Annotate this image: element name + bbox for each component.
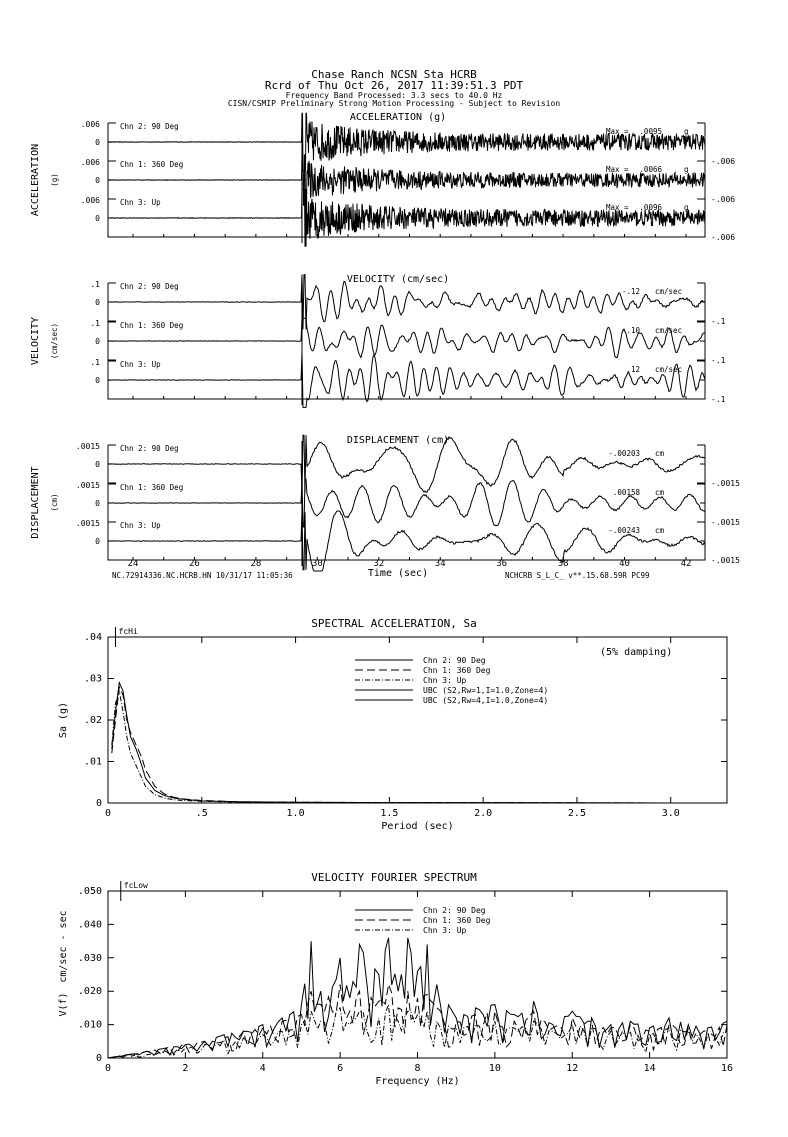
- max-unit: cm: [655, 526, 665, 535]
- max-prefix: Max =: [606, 165, 629, 174]
- y-tick-label: .030: [77, 952, 102, 964]
- waveform-trace: [108, 479, 705, 527]
- tick-label-top: .0015: [75, 519, 100, 528]
- x-axis-label: Period (sec): [381, 821, 454, 832]
- y-tick-label: .020: [77, 986, 102, 998]
- x-axis-label: Frequency (Hz): [375, 1076, 460, 1087]
- x-tick-label: 1.0: [286, 808, 305, 819]
- waveform-trace: [108, 155, 705, 205]
- max-value: .0066: [639, 165, 662, 174]
- tick-label-top: .006: [80, 196, 100, 205]
- time-tick-label: 40: [619, 559, 630, 569]
- panel-title: VELOCITY (cm/sec): [346, 274, 450, 285]
- time-axis-label: Time (sec): [367, 568, 429, 579]
- x-tick-label: 3.0: [661, 808, 680, 819]
- tick-label-zero: 0: [95, 376, 100, 385]
- legend-label: Chn 3: Up: [423, 676, 467, 685]
- time-panel-displacement: [30, 435, 740, 571]
- channel-label: Chn 3: Up: [120, 360, 161, 369]
- cutoff-label: fcLow: [123, 881, 148, 890]
- header-record: Rcrd of Thu Oct 26, 2017 11:39:51.3 PDT: [264, 79, 524, 92]
- time-tick-label: 36: [496, 559, 508, 569]
- tick-label-zero: 0: [95, 214, 100, 223]
- x-tick-label: 16: [720, 1063, 734, 1074]
- max-unit: cm/sec: [655, 287, 683, 296]
- panel-yunit: (cm/sec): [50, 322, 59, 360]
- max-value: .0096: [639, 203, 662, 212]
- time-history-panels: [30, 112, 740, 571]
- panel-ylabel: DISPLACEMENT: [30, 466, 41, 539]
- y-tick-label: .02: [83, 715, 102, 726]
- tick-label-bottom: -.006: [711, 233, 736, 242]
- x-tick-label: 0: [104, 1063, 112, 1074]
- tick-label-zero: 0: [95, 337, 100, 346]
- series-chn-1-360-deg: [112, 687, 727, 803]
- legend-label: Chn 1: 360 Deg: [423, 916, 491, 925]
- channel-label: Chn 2: 90 Deg: [120, 444, 179, 453]
- channel-label: Chn 3: Up: [120, 198, 161, 207]
- x-tick-label: 1.5: [380, 808, 399, 819]
- legend-label: UBC (S2,Rw=4,I=1.0,Zone=4): [423, 696, 549, 705]
- time-panel-velocity: [30, 274, 726, 407]
- tick-label-zero: 0: [95, 537, 100, 546]
- y-tick-label: 0: [95, 798, 102, 809]
- x-tick-label: 8: [414, 1063, 421, 1074]
- channel-label: Chn 2: 90 Deg: [120, 282, 179, 291]
- y-tick-label: .04: [83, 632, 102, 643]
- x-tick-label: 4: [259, 1063, 266, 1074]
- tick-label-bottom: -.1: [711, 317, 726, 326]
- y-tick-label: .050: [77, 886, 102, 897]
- tick-label-zero: 0: [95, 298, 100, 307]
- panel-yunit: (g): [50, 173, 59, 187]
- max-unit: cm/sec: [655, 365, 683, 374]
- x-tick-label: 2: [182, 1063, 189, 1074]
- spectral-acceleration-chart: [58, 617, 727, 832]
- max-value: -.00243: [608, 526, 640, 535]
- tick-label-top: .0015: [75, 481, 100, 490]
- y-axis-unit: cm/sec - sec: [58, 910, 69, 983]
- time-tick-label: 34: [434, 559, 446, 569]
- tick-label-bottom: -.1: [711, 395, 726, 404]
- y-tick-label: .010: [77, 1019, 102, 1031]
- chart-frame: [108, 637, 727, 803]
- y-axis-label: V(f): [58, 992, 69, 1017]
- max-value: .00158: [612, 488, 640, 497]
- max-value: .0095: [639, 127, 662, 136]
- x-tick-label: 2.5: [567, 808, 586, 819]
- waveform-trace: [108, 318, 705, 358]
- x-tick-label: 10: [488, 1063, 501, 1074]
- footer-left: NC.72914336.NC.HCRB.HN 10/31/17 11:05:36: [112, 571, 293, 580]
- panel-title: ACCELERATION (g): [349, 112, 447, 123]
- tick-label-bottom: -.006: [711, 157, 736, 166]
- channel-label: Chn 3: Up: [120, 521, 161, 530]
- time-panel-acceleration: [30, 112, 735, 247]
- tick-label-top: .1: [90, 319, 100, 328]
- legend-label: Chn 2: 90 Deg: [423, 906, 486, 915]
- max-unit: g: [684, 203, 689, 212]
- max-unit: g: [684, 165, 689, 174]
- velocity-fourier-chart: [58, 871, 733, 1087]
- tick-label-top: .006: [80, 120, 100, 129]
- y-tick-label: .01: [83, 756, 102, 768]
- x-tick-label: 12: [566, 1063, 579, 1074]
- tick-label-zero: 0: [95, 176, 100, 185]
- max-value: -.12: [621, 287, 640, 296]
- header-band: Frequency Band Processed: 3.3 secs to 40.0 Hz: [285, 91, 503, 100]
- time-tick-label: 28: [250, 559, 262, 569]
- tick-label-top: .1: [90, 358, 100, 367]
- waveform-trace: [108, 189, 705, 247]
- tick-label-bottom: -.0015: [711, 479, 740, 488]
- time-tick-label: 38: [557, 559, 569, 569]
- legend-label: UBC (S2,Rw=1,I=1.0,Zone=4): [423, 686, 549, 695]
- tick-label-bottom: -.0015: [711, 518, 740, 527]
- chart-title: VELOCITY FOURIER SPECTRUM: [311, 871, 477, 884]
- chart-title: SPECTRAL ACCELERATION, Sa: [311, 617, 477, 630]
- series-chn-2-90-deg: [112, 683, 727, 803]
- header-station: Chase Ranch NCSN Sta HCRB: [311, 68, 477, 81]
- legend-label: Chn 3: Up: [423, 926, 467, 935]
- tick-label-top: .0015: [75, 442, 100, 451]
- x-tick-label: 2.0: [474, 808, 493, 819]
- panel-ylabel: VELOCITY: [30, 316, 41, 366]
- cutoff-label: fcHi: [118, 627, 138, 636]
- max-value: .12: [626, 365, 640, 374]
- tick-label-bottom: -.1: [711, 356, 726, 365]
- tick-label-bottom: -.006: [711, 195, 736, 204]
- max-prefix: Max =: [606, 203, 629, 212]
- time-tick-label: 24: [127, 559, 139, 569]
- x-tick-label: 0: [104, 808, 112, 819]
- time-tick-label: 32: [373, 559, 385, 569]
- x-tick-label: 14: [643, 1063, 656, 1074]
- y-axis-label: Sa (g): [58, 701, 69, 739]
- max-prefix: Max =: [606, 127, 629, 136]
- y-tick-label: .03: [83, 673, 102, 685]
- time-tick-label: 26: [189, 559, 200, 569]
- channel-label: Chn 1: 360 Deg: [120, 160, 184, 169]
- channel-label: Chn 1: 360 Deg: [120, 483, 184, 492]
- damping-note: (5% damping): [600, 647, 673, 658]
- time-tick-label: 42: [680, 559, 692, 569]
- tick-label-zero: 0: [95, 138, 100, 147]
- tick-label-bottom: -.0015: [711, 556, 740, 565]
- channel-label: Chn 1: 360 Deg: [120, 321, 184, 330]
- tick-label-top: .1: [90, 280, 100, 289]
- max-unit: cm: [655, 488, 665, 497]
- legend-label: Chn 2: 90 Deg: [423, 656, 486, 665]
- footer-right: NCHCRB S_L_C_ v**.15.68.59R PC99: [505, 571, 650, 580]
- series-chn-3-up: [108, 1005, 727, 1058]
- max-value: -.10: [621, 326, 640, 335]
- panel-title: DISPLACEMENT (cm): [346, 435, 450, 446]
- tick-label-top: .006: [80, 158, 100, 167]
- time-tick-label: 30: [311, 559, 323, 569]
- max-unit: g: [684, 127, 689, 136]
- tick-label-zero: 0: [95, 499, 100, 508]
- y-tick-label: 0: [95, 1053, 102, 1064]
- max-value: -.00203: [608, 449, 640, 458]
- panel-yunit: (cm): [50, 493, 59, 512]
- channel-label: Chn 2: 90 Deg: [120, 122, 179, 131]
- series-chn-3-up: [112, 691, 727, 803]
- series-chn-1-360-deg: [108, 985, 727, 1059]
- panel-ylabel: ACCELERATION: [30, 143, 41, 217]
- tick-label-zero: 0: [95, 460, 100, 469]
- max-unit: cm: [655, 449, 665, 458]
- x-tick-label: 6: [337, 1063, 344, 1074]
- legend-label: Chn 1: 360 Deg: [423, 666, 491, 675]
- x-tick-label: .5: [195, 808, 208, 819]
- header-disclaimer: CISN/CSMIP Preliminary Strong Motion Processing - Subject to Revision: [227, 99, 561, 108]
- max-unit: cm/sec: [655, 326, 683, 335]
- y-tick-label: .040: [77, 919, 102, 931]
